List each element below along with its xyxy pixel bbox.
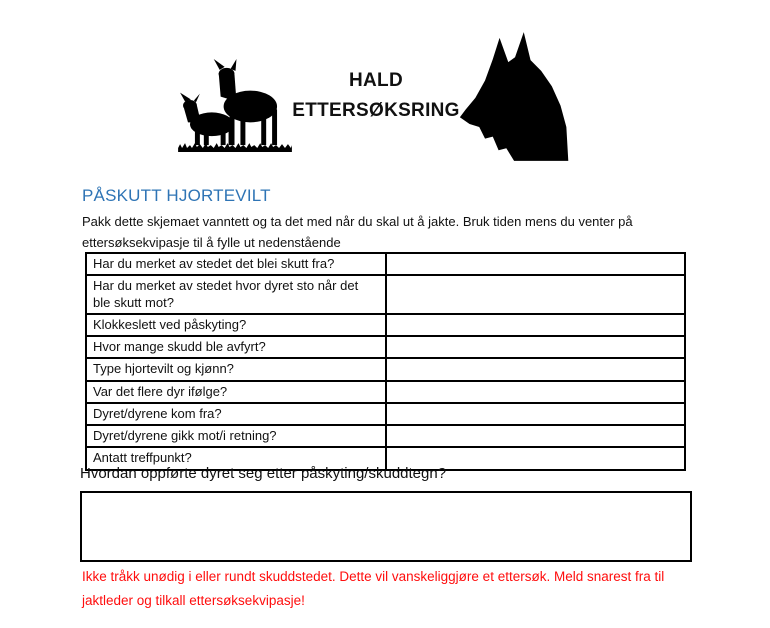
table-row xyxy=(86,314,685,336)
answer-cell[interactable] xyxy=(386,336,685,358)
answer-cell[interactable] xyxy=(386,253,685,275)
question-cell: Klokkeslett ved påskyting? xyxy=(86,314,386,336)
table-row xyxy=(86,336,685,358)
org-name xyxy=(292,66,460,127)
table-row xyxy=(86,358,685,380)
answer-cell[interactable] xyxy=(386,425,685,447)
table-row xyxy=(86,381,685,403)
behavior-question-label: Hvordan oppførte dyret seg etter påskyting/skuddtegn? xyxy=(80,465,447,482)
question-cell: Antatt treffpunkt? xyxy=(86,447,386,469)
answer-cell[interactable] xyxy=(386,275,685,314)
answer-cell[interactable] xyxy=(386,381,685,403)
answer-cell[interactable] xyxy=(386,403,685,425)
table-row xyxy=(86,253,685,275)
deer-silhouette-logo xyxy=(178,58,292,152)
warning-text: Ikke tråkk unødig i eller rundt skuddstedet. Dette vil vanskeliggjøre et ettersøk. Meld snarest fra til jaktleder og tilkall ettersøksekvipasje! xyxy=(82,569,665,608)
dog-head-silhouette-logo xyxy=(456,30,577,161)
question-cell: Var det flere dyr ifølge? xyxy=(86,381,386,403)
question-cell: Dyret/dyrene kom fra? xyxy=(86,403,386,425)
question-cell: Dyret/dyrene gikk mot/i retning? xyxy=(86,425,386,447)
question-cell: Har du merket av stedet det blei skutt fra? xyxy=(86,253,386,275)
table-row xyxy=(86,275,685,314)
table-row xyxy=(86,403,685,425)
question-cell: Hvor mange skudd ble avfyrt? xyxy=(86,336,386,358)
intro-paragraph: Pakk dette skjemaet vanntett og ta det med når du skal ut å jakte. Bruk tiden mens du venter på ettersøksekvipasje til å fylle ut nedenstående xyxy=(82,214,633,251)
answer-cell[interactable] xyxy=(386,358,685,380)
org-name-line2: ETTERSØKSRING xyxy=(292,100,460,122)
table-row xyxy=(86,425,685,447)
question-table xyxy=(85,252,686,471)
org-name-line1: HALD xyxy=(349,70,403,91)
question-cell: Type hjortevilt og kjønn? xyxy=(86,358,386,380)
question-cell: Har du merket av stedet hvor dyret sto når det ble skutt mot? xyxy=(86,275,386,314)
page-title: PÅSKUTT HJORTEVILT xyxy=(82,186,271,205)
behavior-answer-box[interactable] xyxy=(80,491,692,562)
answer-cell[interactable] xyxy=(386,314,685,336)
